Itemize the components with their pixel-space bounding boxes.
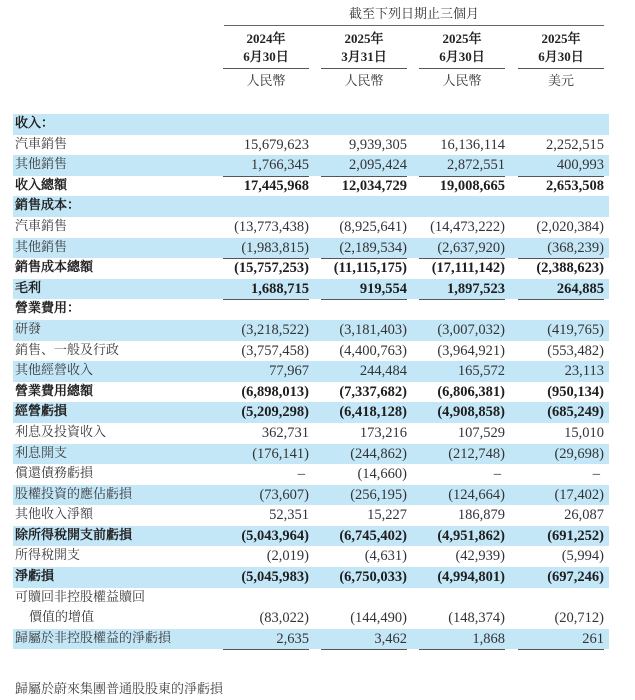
table-row <box>13 485 609 506</box>
cell-value: (14,660) <box>357 466 407 483</box>
column-rule <box>223 68 309 69</box>
cell-value: 919,554 <box>359 280 407 297</box>
cutoff-row-label: 歸屬於蔚來集團普通股股東的淨虧損 <box>15 682 224 697</box>
cell-value: (8,925,641) <box>339 218 407 235</box>
column-currency: 人民幣 <box>246 74 286 89</box>
cell-value: 15,679,623 <box>243 136 309 153</box>
table-row <box>13 546 609 567</box>
cell-value: (5,209,298) <box>241 404 309 421</box>
cell-value: 186,879 <box>457 507 505 524</box>
cell-value: (83,022) <box>259 610 309 627</box>
cell-value: (42,939) <box>455 548 505 565</box>
total-row <box>13 526 609 547</box>
column-year: 2025年 <box>541 31 581 46</box>
table-row <box>13 464 609 485</box>
cell-value: (553,482) <box>547 342 604 359</box>
subtotal-rule <box>419 649 505 650</box>
cell-value: (4,951,862) <box>437 527 505 544</box>
column-year: 2025年 <box>442 31 482 46</box>
cell-value: 77,967 <box>269 363 309 380</box>
subtotal-rule <box>223 649 309 650</box>
cell-value: (5,043,964) <box>241 527 309 544</box>
cell-value: 15,010 <box>564 424 604 441</box>
cell-value: 1,766,345 <box>251 157 309 174</box>
cell-value: (697,246) <box>547 569 604 586</box>
column-currency: 人民幣 <box>344 74 384 89</box>
cell-value: (15,757,253) <box>234 260 309 277</box>
row-label: 毛利 <box>15 280 42 296</box>
row-label: 償還債務虧損 <box>15 466 94 482</box>
cell-value: 244,484 <box>359 363 407 380</box>
cell-value: 19,008,665 <box>439 177 505 194</box>
cell-value: 3,462 <box>374 630 407 647</box>
row-label: 股權投資的應佔虧損 <box>15 486 133 502</box>
row-label: 利息開支 <box>15 445 68 461</box>
cell-value: 26,087 <box>564 507 604 524</box>
cell-value: (144,490) <box>350 610 407 627</box>
cell-value: (256,195) <box>350 486 407 503</box>
cell-value: (2,637,920) <box>437 239 505 256</box>
total-row <box>13 258 609 279</box>
row-label: 經營虧損 <box>15 404 68 420</box>
cell-value: 9,939,305 <box>349 136 407 153</box>
column-year: 2024年 <box>246 31 286 46</box>
cell-value: (73,607) <box>259 486 309 503</box>
row-label-line-2: 價值的增值 <box>29 610 95 626</box>
cell-value: (212,748) <box>448 445 505 462</box>
table-row <box>13 320 609 341</box>
row-label: 其他收入淨額 <box>15 507 94 523</box>
row-label: 所得稅開支 <box>15 548 81 564</box>
cell-value: 165,572 <box>457 363 505 380</box>
cell-value: (2,388,623) <box>536 260 604 277</box>
cell-value: (13,773,438) <box>234 218 309 235</box>
row-label-line-1: 可贖回非控股權益贖回 <box>15 589 146 605</box>
row-label: 銷售成本總額 <box>15 260 94 276</box>
total-row <box>13 402 609 423</box>
column-currency: 人民幣 <box>442 74 482 89</box>
row-label: 其他銷售 <box>15 157 68 173</box>
cell-value: 1,897,523 <box>447 280 505 297</box>
cell-value: 1,688,715 <box>251 280 309 297</box>
cell-value: 52,351 <box>269 507 309 524</box>
row-label: 淨虧損 <box>15 569 55 585</box>
cell-value: 2,872,551 <box>447 157 505 174</box>
total-row <box>13 279 609 300</box>
cell-value: 16,136,114 <box>440 136 505 153</box>
cell-value: – <box>297 466 305 483</box>
cell-value: (17,402) <box>554 486 604 503</box>
cell-value: (244,862) <box>350 445 407 462</box>
period-title-rule <box>224 25 604 26</box>
cell-value: (3,964,921) <box>437 342 505 359</box>
cell-value: (3,218,522) <box>241 321 309 338</box>
cell-value: (368,239) <box>547 239 604 256</box>
row-label: 其他經營收入 <box>15 363 94 379</box>
table-row <box>13 238 609 259</box>
cell-value: 12,034,729 <box>341 177 407 194</box>
cell-value: – <box>493 466 501 483</box>
row-label: 營業費用總額 <box>15 383 94 399</box>
cell-value: (5,994) <box>561 548 604 565</box>
cell-value: 15,227 <box>367 507 407 524</box>
row-label: 研發 <box>15 321 42 337</box>
cell-value: 23,113 <box>564 363 604 380</box>
cell-value: – <box>592 466 600 483</box>
cell-value: (6,806,381) <box>437 383 505 400</box>
section-header-row <box>13 299 609 320</box>
row-label: 歸屬於非控股權益的淨虧損 <box>15 630 172 646</box>
subtotal-rule <box>518 649 604 650</box>
column-header-2 <box>321 30 407 93</box>
cell-value: 2,653,508 <box>546 177 604 194</box>
column-date: 3月31日 <box>341 49 387 64</box>
cell-value: 2,252,515 <box>546 136 604 153</box>
row-label: 汽車銷售 <box>15 136 68 152</box>
cell-value: 400,993 <box>556 157 604 174</box>
column-header-3 <box>419 30 505 93</box>
cell-value: (20,712) <box>554 610 604 627</box>
cell-value: (4,631) <box>364 548 407 565</box>
cell-value: (124,664) <box>448 486 505 503</box>
table-row <box>13 217 609 238</box>
row-label: 收入總額 <box>15 177 68 193</box>
total-row <box>13 382 609 403</box>
cell-value: 2,635 <box>276 630 309 647</box>
row-label: 其他銷售 <box>15 239 68 255</box>
cell-value: (4,908,858) <box>437 404 505 421</box>
table-row <box>13 629 609 650</box>
cell-value: (2,019) <box>266 548 309 565</box>
cell-value: (3,757,458) <box>241 342 309 359</box>
cell-value: (148,374) <box>448 610 505 627</box>
column-date: 6月30日 <box>538 49 584 64</box>
table-row <box>13 444 609 465</box>
table-row <box>13 341 609 362</box>
period-title: 截至下列日期止三個月 <box>348 7 479 22</box>
cell-value: (3,007,032) <box>437 321 505 338</box>
cell-value: 261 <box>582 630 604 647</box>
cell-value: 1,868 <box>472 630 505 647</box>
cell-value: (419,765) <box>547 321 604 338</box>
row-label: 利息及投資收入 <box>15 424 107 440</box>
column-header-1 <box>223 30 309 93</box>
column-date: 6月30日 <box>439 49 485 64</box>
total-row <box>13 567 609 588</box>
row-label: 除所得稅開支前虧損 <box>15 527 133 543</box>
column-rule <box>419 68 505 69</box>
cell-value: 17,445,968 <box>243 177 309 194</box>
row-label: 汽車銷售 <box>15 218 68 234</box>
column-year: 2025年 <box>344 31 384 46</box>
row-label: 營業費用： <box>15 301 81 317</box>
table-row <box>13 423 609 444</box>
cell-value: (2,020,384) <box>536 218 604 235</box>
cell-value: (176,141) <box>252 445 309 462</box>
row-label: 銷售成本： <box>15 198 81 214</box>
table-row <box>13 135 609 156</box>
section-header-row <box>13 196 609 217</box>
cell-value: (17,111,142) <box>431 260 505 277</box>
column-currency: 美元 <box>547 74 574 89</box>
cell-value: (29,698) <box>554 445 604 462</box>
cell-value: (950,134) <box>547 383 604 400</box>
cell-value: 362,731 <box>261 424 309 441</box>
column-rule <box>518 68 604 69</box>
income-statement-table <box>13 114 609 649</box>
cell-value: (6,750,033) <box>339 569 407 586</box>
cell-value: (5,045,983) <box>241 569 309 586</box>
table-row <box>13 155 609 176</box>
cell-value: (685,249) <box>547 404 604 421</box>
cell-value: (6,745,402) <box>339 527 407 544</box>
cell-value: 107,529 <box>457 424 505 441</box>
cell-value: (6,418,128) <box>339 404 407 421</box>
cell-value: (6,898,013) <box>241 383 309 400</box>
column-header-4 <box>518 30 604 93</box>
cell-value: 264,885 <box>556 280 604 297</box>
table-row <box>13 361 609 382</box>
subtotal-rule <box>321 649 407 650</box>
row-label: 收入： <box>15 116 55 131</box>
cell-value: (14,473,222) <box>430 218 505 235</box>
cell-value: 173,216 <box>359 424 407 441</box>
cell-value: 2,095,424 <box>349 157 407 174</box>
section-header-row <box>13 114 609 135</box>
cell-value: (1,983,815) <box>241 239 309 256</box>
row-label: 銷售、一般及行政 <box>15 342 120 358</box>
row-label <box>15 588 145 629</box>
cell-value: (11,115,175) <box>333 260 407 277</box>
table-row <box>13 588 609 629</box>
table-row <box>13 505 609 526</box>
column-date: 6月30日 <box>243 49 289 64</box>
cell-value: (4,400,763) <box>339 342 407 359</box>
cell-value: (691,252) <box>547 527 604 544</box>
cell-value: (2,189,534) <box>339 239 407 256</box>
cell-value: (7,337,682) <box>339 383 407 400</box>
column-rule <box>321 68 407 69</box>
cell-value: (4,994,801) <box>437 569 505 586</box>
cell-value: (3,181,403) <box>339 321 407 338</box>
total-row <box>13 176 609 197</box>
